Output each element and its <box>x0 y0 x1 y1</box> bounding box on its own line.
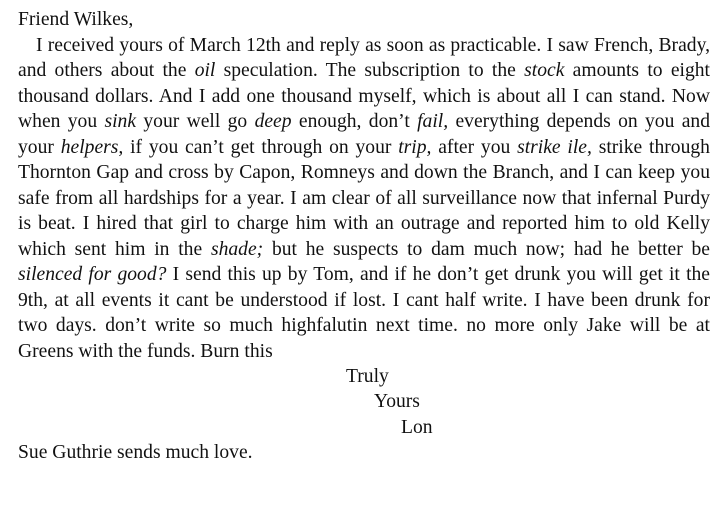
emphasized-text: silenced for good? <box>18 264 167 285</box>
body-text-segment: I send this up by Tom, and if he don’t get drunk you will get it the 9th, at all events it cant be understood if lost. I cant half write. I have been drunk for two days. don’t write so much highfalutin next time. no more only Jake will be at Greens with the funds. Burn this <box>18 264 711 362</box>
emphasized-text: fail, <box>417 111 449 132</box>
body-text-segment: everything depends on you and your <box>18 111 711 158</box>
emphasized-text: strike ile, <box>517 136 592 158</box>
body-text-segment: enough, don’t <box>291 111 418 132</box>
body-text-segment: your well go <box>136 111 255 132</box>
emphasized-text: trip, <box>398 136 432 158</box>
emphasized-text: stock <box>524 60 565 81</box>
body-text-segment: if you can’t get through on your <box>123 136 399 158</box>
body-text-segment: amounts to eight thousand dollars. And I add one thousand myself, which is about all I can stand. Now when you <box>18 60 710 132</box>
body-text-segment: after you <box>431 136 518 158</box>
signature-lon: Lon <box>401 417 433 438</box>
body-text-segment: but he suspects to dam much now; had he better be <box>263 238 710 260</box>
emphasized-text: deep <box>254 111 292 132</box>
letter-body <box>18 33 710 365</box>
closing-line-truly: Truly <box>346 366 389 387</box>
postscript: Sue Guthrie sends much love. <box>18 442 253 463</box>
body-text-segment: strike through Thornton Gap and cross by Capon, Romneys and down the Branch, and I can keep you safe from all hardships for a year. I am clear of all surveillance now that infernal Purdy is beat. I hired that girl to charge him with an outrage and reported him to old Kelly which sent him in the <box>18 136 710 260</box>
letter <box>18 7 710 466</box>
emphasized-text: oil <box>194 60 216 81</box>
closing-line-yours: Yours <box>374 391 420 412</box>
salutation: Friend Wilkes, <box>18 9 134 30</box>
emphasized-text: sink <box>104 111 137 132</box>
body-text-segment: speculation. The subscription to the <box>215 60 525 81</box>
emphasized-text: helpers, <box>60 136 124 158</box>
body-text-segment: I received yours of March 12th and reply as soon as practicable. I saw French, Brady, and others about the <box>18 34 710 81</box>
closing <box>18 364 710 440</box>
emphasized-text: shade; <box>210 238 264 260</box>
